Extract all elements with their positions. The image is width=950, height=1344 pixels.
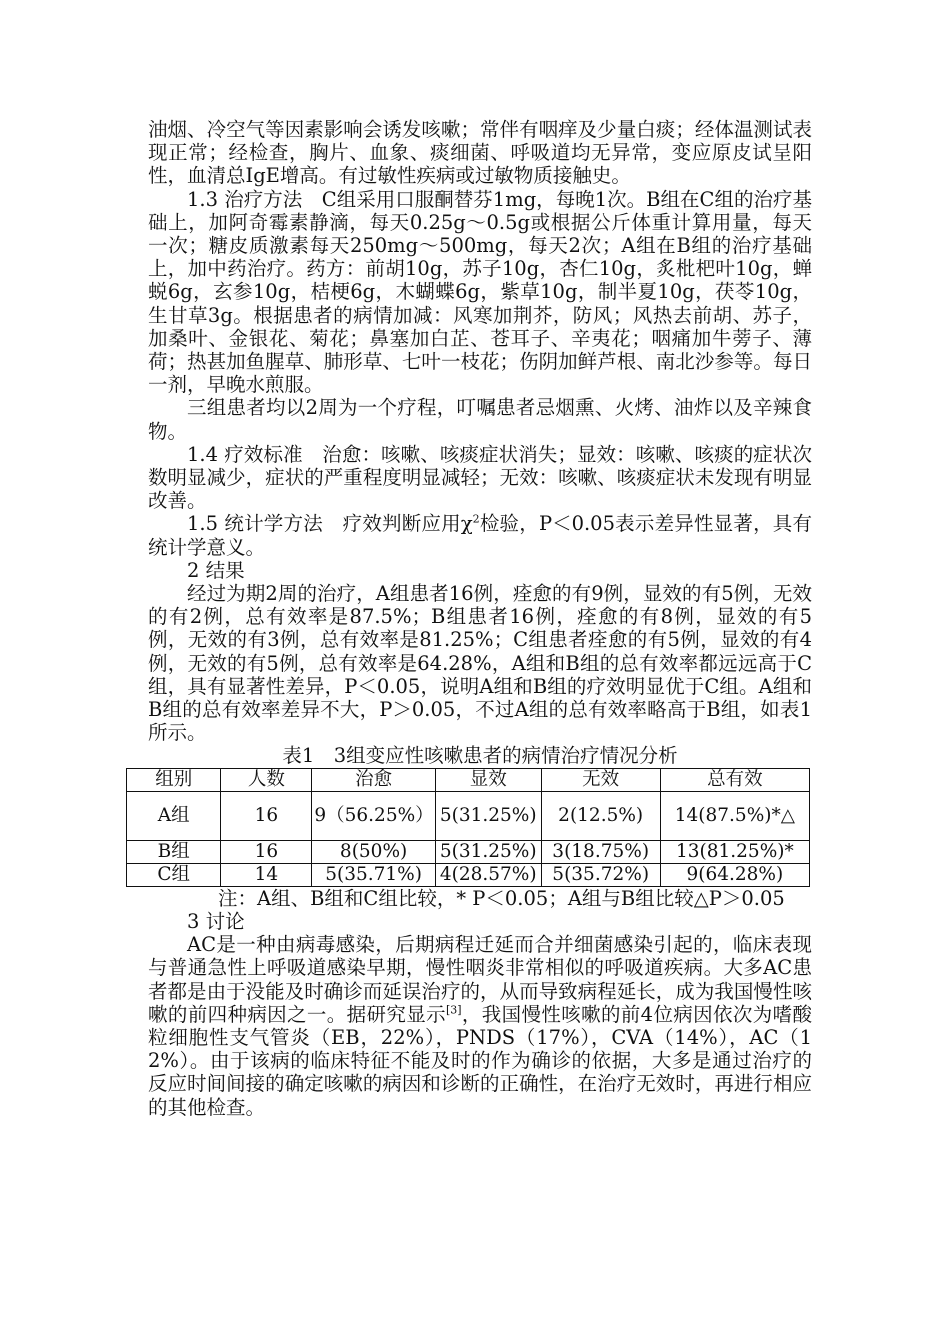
discussion-text-b: ，我国慢性咳嗽的前4位病因依次为嗜酸粒细胞性支气管炎（EB，22%），PNDS（17%），CVA（14%），AC（12%）。由于该病的临床特征不能及时的作为确诊的依据，大多是通过治疗的反应时间间接的确定咳嗽的病因和诊断的正确性，在治疗无效时，再进行相应的其他检查。	[148, 1002, 812, 1119]
paragraph-efficacy-criteria: 1.4 疗效标准 治愈：咳嗽、咳痰症状消失；显效：咳嗽、咳痰的症状次数明显减少，症状的严重程度明显减轻；无效：咳嗽、咳痰症状未发现有明显改善。	[148, 442, 812, 513]
table-cell: 4(28.57%)	[435, 863, 541, 886]
section-heading-results: 2 结果	[187, 558, 245, 582]
paragraph-statistics	[148, 512, 812, 558]
table-cell: 5(31.25%)	[435, 840, 541, 863]
section-heading-discussion: 3 讨论	[187, 909, 245, 933]
table-cell: 13(81.25%)*	[660, 840, 809, 863]
table-cell: 9(64.28%)	[660, 863, 809, 886]
table-cell: 5(35.71%)	[312, 863, 435, 886]
table-cell: 16	[221, 840, 312, 863]
citation-reference: [3]	[445, 1003, 462, 1017]
table-cell: 2(12.5%)	[541, 791, 660, 840]
table-caption: 表1 3组变应性咳嗽患者的病情治疗情况分析	[282, 744, 678, 768]
paragraph-symptoms: 油烟、冷空气等因素影响会诱发咳嗽；常伴有咽痒及少量白痰；经体温测试表现正常；经检查，胸片、血象、痰细菌、呼吸道均无异常，变应原皮试呈阳性，血清总IgE增高。有过敏性疾病或过敏物质接触史。	[148, 118, 812, 188]
paragraph-discussion	[148, 933, 812, 1119]
paragraph-treatment-method: 1.3 治疗方法 C组采用口服酮替芬1mg，每晚1次。B组在C组的治疗基础上，加阿奇霉素静滴，每天0.25g～0.5g或根据公斤体重计算用量，每天一次；糖皮质激素每天250mg～500mg，每天2次；A组在B组的治疗基础上，加中药治疗。药方：前胡10g，苏子10g，杏仁10g，炙枇杷叶10g，蝉蜕6g，玄参10g，桔梗6g，木蝴蝶6g，紫草10g，制半夏10g，茯苓10g，生甘草3g。根据患者的病情加减：风寒加荆芥，防风；风热去前胡、苏子，加桑叶、金银花、菊花；鼻塞加白芷、苍耳子、辛夷花；咽痛加牛蒡子、薄荷；热甚加鱼腥草、肺形草、七叶一枝花；伤阴加鲜芦根、南北沙参等。每日一剂，早晚水煎服。	[148, 187, 812, 397]
table-cell: B组	[127, 840, 221, 863]
table-cell: 3(18.75%)	[541, 840, 660, 863]
chi-square-superscript: 2	[472, 512, 480, 526]
table-cell: C组	[127, 863, 221, 886]
table-note: 注：A组、B组和C组比较，* P＜0.05；A组与B组比较△P＞0.05	[218, 886, 785, 910]
table-row	[127, 863, 810, 886]
statistics-text-a: 1.5 统计学方法 疗效判断应用χ	[187, 512, 473, 536]
discussion-text-a: AC是一种由病毒感染，后期病程迁延而合并细菌感染引起的，临床表现与普通急性上呼吸道感染早期，慢性咽炎非常相似的呼吸道疾病。大多AC患者都是由于没能及时确诊而延误治疗的，从而导致病程延长，成为我国慢性咳嗽的前四种病因之一。据研究显示	[148, 933, 812, 1026]
table-header-cell: 治愈	[312, 768, 435, 791]
paragraph-results: 经过为期2周的治疗，A组患者16例，痊愈的有9例，显效的有5例，无效的有2例，总有效率是87.5%；B组患者16例，痊愈的有8例，显效的有5例，无效的有3例，总有效率是81.25%；C组患者痊愈的有5例，显效的有4例，无效的有5例，总有效率是64.28%，A组和B组的总有效率都远远高于C组，具有显著性差异，P＜0.05，说明A组和B组的疗效明显优于C组。A组和B组的总有效率差异不大，P＞0.05，不过A组的总有效率略高于B组，如表1所示。	[148, 582, 812, 745]
table-cell: 16	[221, 791, 312, 840]
table-cell: 8(50%)	[312, 840, 435, 863]
table-header-cell: 显效	[435, 768, 541, 791]
results-table	[126, 768, 810, 887]
table-cell: 9（56.25%）	[312, 791, 435, 840]
statistics-text-b: 检验，P＜0.05表示差异性显著，具有统计学意义。	[148, 512, 812, 559]
table-cell: 5(35.72%)	[541, 863, 660, 886]
table-row	[127, 840, 810, 863]
table-header-row	[127, 768, 810, 791]
table-header-cell: 人数	[221, 768, 312, 791]
table-cell: 14	[221, 863, 312, 886]
table-cell: 14(87.5%)*△	[660, 791, 809, 840]
table-row	[127, 791, 810, 840]
table-header-cell: 总有效	[660, 768, 809, 791]
paragraph-course: 三组患者均以2周为一个疗程，叮嘱患者忌烟熏、火烤、油炸以及辛辣食物。	[148, 396, 812, 443]
table-header-cell: 无效	[541, 768, 660, 791]
table-header-cell: 组别	[127, 768, 221, 791]
document-page	[148, 118, 812, 1119]
table-cell: A组	[127, 791, 221, 840]
table-cell: 5(31.25%)	[435, 791, 541, 840]
